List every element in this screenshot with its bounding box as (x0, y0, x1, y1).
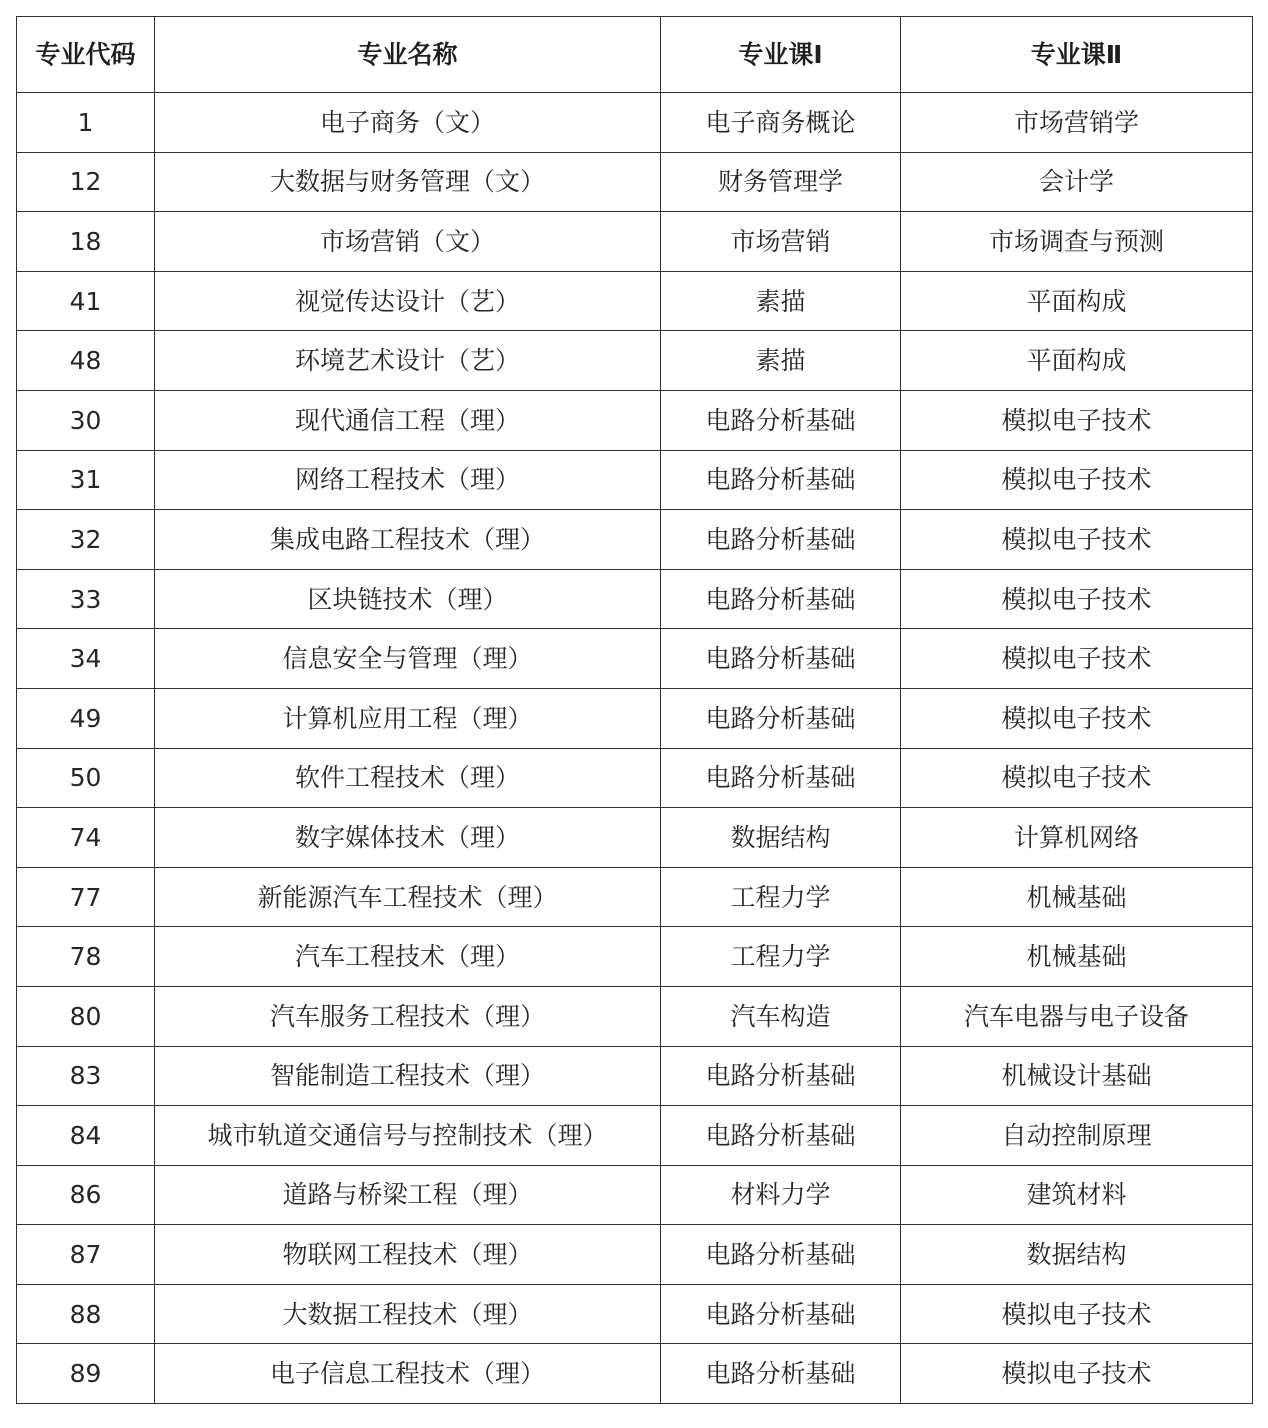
course-1-cell: 电路分析基础 (661, 450, 901, 510)
course-1-cell: 电子商务概论 (661, 93, 901, 153)
table-row (17, 331, 1253, 391)
major-code-cell: 12 (17, 152, 155, 212)
major-name-cell: 城市轨道交通信号与控制技术（理） (155, 1106, 661, 1166)
major-code-cell: 49 (17, 688, 155, 748)
major-course-table-container (16, 16, 1252, 1404)
major-name-cell: 计算机应用工程（理） (155, 688, 661, 748)
table-row (17, 1344, 1253, 1404)
header-major-code: 专业代码 (17, 17, 155, 93)
major-code-cell: 18 (17, 212, 155, 272)
table-row (17, 569, 1253, 629)
major-code-cell: 31 (17, 450, 155, 510)
course-1-cell: 市场营销 (661, 212, 901, 272)
table-row (17, 1165, 1253, 1225)
table-row (17, 450, 1253, 510)
table-row (17, 808, 1253, 868)
course-2-cell: 模拟电子技术 (901, 1344, 1253, 1404)
header-row (17, 17, 1253, 93)
table-row (17, 93, 1253, 153)
course-1-cell: 材料力学 (661, 1165, 901, 1225)
major-name-cell: 电子商务（文） (155, 93, 661, 153)
major-name-cell: 软件工程技术（理） (155, 748, 661, 808)
major-name-cell: 现代通信工程（理） (155, 390, 661, 450)
major-code-cell: 78 (17, 927, 155, 987)
course-1-cell: 工程力学 (661, 867, 901, 927)
course-2-cell: 机械基础 (901, 927, 1253, 987)
course-2-cell: 机械基础 (901, 867, 1253, 927)
header-major-name: 专业名称 (155, 17, 661, 93)
major-code-cell: 1 (17, 93, 155, 153)
major-code-cell: 50 (17, 748, 155, 808)
course-2-cell: 数据结构 (901, 1225, 1253, 1285)
major-name-cell: 电子信息工程技术（理） (155, 1344, 661, 1404)
course-1-cell: 电路分析基础 (661, 510, 901, 570)
major-code-cell: 34 (17, 629, 155, 689)
major-name-cell: 汽车工程技术（理） (155, 927, 661, 987)
course-1-cell: 电路分析基础 (661, 1046, 901, 1106)
major-name-cell: 智能制造工程技术（理） (155, 1046, 661, 1106)
course-1-cell: 汽车构造 (661, 986, 901, 1046)
course-1-cell: 电路分析基础 (661, 1225, 901, 1285)
table-row (17, 986, 1253, 1046)
course-2-cell: 会计学 (901, 152, 1253, 212)
table-body (17, 93, 1253, 1404)
course-2-cell: 模拟电子技术 (901, 748, 1253, 808)
course-1-cell: 电路分析基础 (661, 688, 901, 748)
course-2-cell: 模拟电子技术 (901, 688, 1253, 748)
major-name-cell: 汽车服务工程技术（理） (155, 986, 661, 1046)
header-course-1: 专业课Ⅰ (661, 17, 901, 93)
major-name-cell: 信息安全与管理（理） (155, 629, 661, 689)
course-2-cell: 建筑材料 (901, 1165, 1253, 1225)
major-name-cell: 市场营销（文） (155, 212, 661, 272)
table-row (17, 867, 1253, 927)
course-1-cell: 素描 (661, 331, 901, 391)
course-1-cell: 电路分析基础 (661, 390, 901, 450)
course-2-cell: 计算机网络 (901, 808, 1253, 868)
course-2-cell: 市场营销学 (901, 93, 1253, 153)
major-course-table (16, 16, 1253, 1404)
course-2-cell: 模拟电子技术 (901, 629, 1253, 689)
table-header (17, 17, 1253, 93)
header-course-2: 专业课Ⅱ (901, 17, 1253, 93)
table-row (17, 1284, 1253, 1344)
major-code-cell: 30 (17, 390, 155, 450)
course-1-cell: 素描 (661, 271, 901, 331)
table-row (17, 212, 1253, 272)
major-name-cell: 集成电路工程技术（理） (155, 510, 661, 570)
table-row (17, 927, 1253, 987)
course-1-cell: 电路分析基础 (661, 569, 901, 629)
major-code-cell: 41 (17, 271, 155, 331)
table-row (17, 1046, 1253, 1106)
course-2-cell: 模拟电子技术 (901, 390, 1253, 450)
table-row (17, 1225, 1253, 1285)
major-name-cell: 数字媒体技术（理） (155, 808, 661, 868)
major-code-cell: 84 (17, 1106, 155, 1166)
major-code-cell: 80 (17, 986, 155, 1046)
major-name-cell: 大数据工程技术（理） (155, 1284, 661, 1344)
table-row (17, 748, 1253, 808)
table-row (17, 510, 1253, 570)
major-code-cell: 83 (17, 1046, 155, 1106)
table-row (17, 1106, 1253, 1166)
table-row (17, 390, 1253, 450)
major-code-cell: 86 (17, 1165, 155, 1225)
major-code-cell: 74 (17, 808, 155, 868)
major-code-cell: 77 (17, 867, 155, 927)
course-2-cell: 模拟电子技术 (901, 569, 1253, 629)
course-2-cell: 机械设计基础 (901, 1046, 1253, 1106)
course-1-cell: 数据结构 (661, 808, 901, 868)
major-name-cell: 视觉传达设计（艺） (155, 271, 661, 331)
major-name-cell: 物联网工程技术（理） (155, 1225, 661, 1285)
course-1-cell: 财务管理学 (661, 152, 901, 212)
major-name-cell: 大数据与财务管理（文） (155, 152, 661, 212)
course-2-cell: 平面构成 (901, 331, 1253, 391)
major-code-cell: 88 (17, 1284, 155, 1344)
course-1-cell: 工程力学 (661, 927, 901, 987)
course-2-cell: 模拟电子技术 (901, 450, 1253, 510)
course-1-cell: 电路分析基础 (661, 1106, 901, 1166)
course-1-cell: 电路分析基础 (661, 629, 901, 689)
major-name-cell: 道路与桥梁工程（理） (155, 1165, 661, 1225)
major-name-cell: 网络工程技术（理） (155, 450, 661, 510)
table-row (17, 271, 1253, 331)
course-1-cell: 电路分析基础 (661, 1344, 901, 1404)
major-code-cell: 48 (17, 331, 155, 391)
major-code-cell: 87 (17, 1225, 155, 1285)
course-1-cell: 电路分析基础 (661, 1284, 901, 1344)
course-2-cell: 自动控制原理 (901, 1106, 1253, 1166)
major-name-cell: 新能源汽车工程技术（理） (155, 867, 661, 927)
course-2-cell: 汽车电器与电子设备 (901, 986, 1253, 1046)
table-row (17, 688, 1253, 748)
major-code-cell: 32 (17, 510, 155, 570)
major-name-cell: 环境艺术设计（艺） (155, 331, 661, 391)
course-2-cell: 模拟电子技术 (901, 1284, 1253, 1344)
course-2-cell: 市场调查与预测 (901, 212, 1253, 272)
major-code-cell: 89 (17, 1344, 155, 1404)
course-2-cell: 模拟电子技术 (901, 510, 1253, 570)
course-1-cell: 电路分析基础 (661, 748, 901, 808)
major-code-cell: 33 (17, 569, 155, 629)
course-2-cell: 平面构成 (901, 271, 1253, 331)
major-name-cell: 区块链技术（理） (155, 569, 661, 629)
table-row (17, 629, 1253, 689)
table-row (17, 152, 1253, 212)
